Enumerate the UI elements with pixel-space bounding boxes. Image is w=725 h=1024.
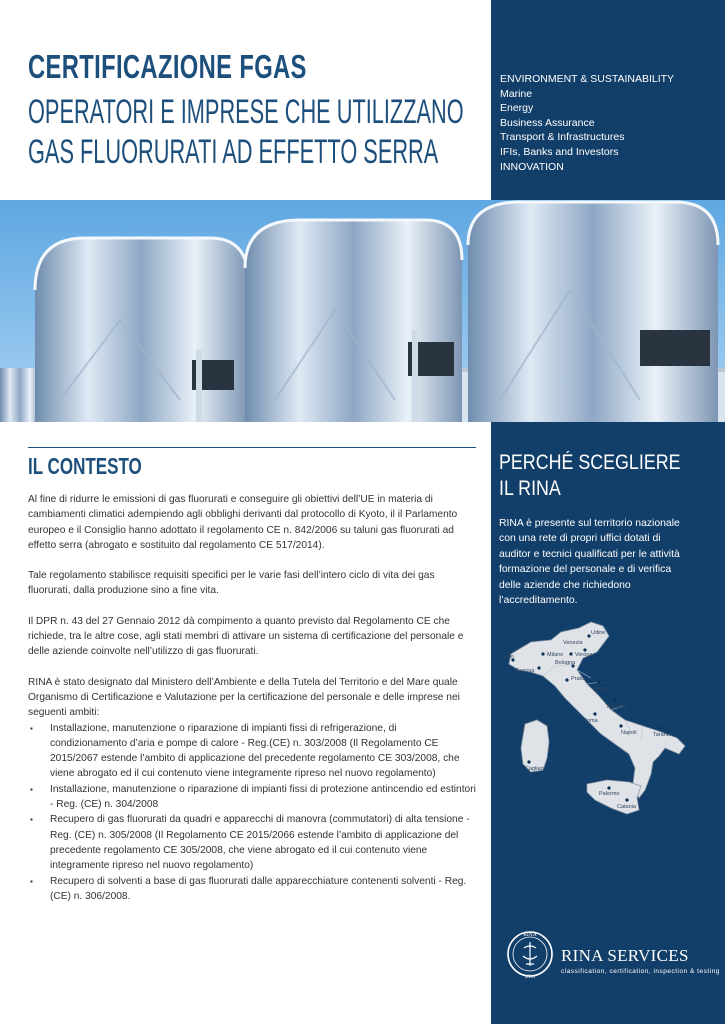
- contesto-paragraph-4: RINA è stato designato dal Ministero dell’Ambiente e della Tutela del Territorio e del Mare quale Organismo di Certificazione e Valutazione per la certificazione del personale e delle imprese nei seguenti ambiti:: [28, 676, 460, 719]
- sector-item-energy: Energy: [500, 102, 534, 115]
- sector-item-transport: Transport & Infrastructures: [500, 131, 625, 144]
- sardinia-shape: [521, 720, 549, 772]
- title-area: [0, 0, 491, 200]
- city-label-roma: Roma: [583, 718, 598, 724]
- logo-name: RINA SERVICES: [561, 946, 689, 965]
- rina-seal-icon: [505, 926, 555, 982]
- city-label-verona: Verona: [575, 652, 593, 658]
- scope-item-text: Recupero di gas fluorurati da quadri e apparecchi di manovra (commutatori) di alta tensione - Reg. (CE) n. 305/2008 (Il Regolamento CE 2015/2066 estende l’ambito di applicazione del precedente regolamento CE 305/2008, che viene abrogato ed il cui contenuto viene integramente ripreso nel nuovo regolamento): [50, 814, 470, 872]
- scope-item-text: Recupero di solventi a base di gas fluorurati dalle apparecchiature contenenti solventi - Reg. (CE) n. 306/2008.: [50, 875, 467, 902]
- seal-top-text: RINA: [523, 932, 537, 938]
- city-label-ancona: Ancona: [593, 686, 612, 692]
- contesto-paragraph-3: Il DPR n. 43 del 27 Gennaio 2012 dà compimento a quanto previsto dal Regolamento CE che richiede, tra le altre cose, agli stati membri di attivare un sistema di certificazione del personale e delle aziende coinvolte nell’utilizzo di gas fluorurati.: [28, 615, 464, 658]
- bullet-marker: ▪: [30, 723, 33, 733]
- city-label-bologna: Bologna: [555, 660, 576, 666]
- section-divider: [28, 447, 476, 448]
- sector-panel: [491, 0, 725, 200]
- contesto-paragraph-1: Al fine di ridurre le emissioni di gas fluorurati e conseguire gli obiettivi dell’UE in materia di cambiamenti climatici adempiendo agli obblighi derivanti dal protocollo di Kyoto, il il Parlamento europeo e il Consiglio hanno adottato il regolamento CE n. 842/2006 su taluni gas fluorurati ad effetto serra (abrogato e sostituito dal regolamento CE 517/2014).: [28, 494, 458, 551]
- logo-tagline: classification, certification, inspection & testing: [561, 968, 720, 975]
- section-title-contesto: IL CONTESTO: [28, 453, 142, 479]
- city-label-milano: Milano: [547, 652, 564, 658]
- contesto-paragraph-2: Tale regolamento stabilisce requisiti specifici per le varie fasi dell’intero ciclo di vita dei gas fluorurati, dalla produzione sino a fine vita.: [28, 570, 435, 597]
- hvac-ducts-illustration: [0, 200, 725, 422]
- sector-item-environment: ENVIRONMENT & SUSTAINABILITY: [500, 73, 675, 85]
- bullet-marker: ▪: [30, 876, 33, 886]
- scope-list-item: [28, 782, 476, 813]
- sidebar-why-rina: [491, 422, 725, 1024]
- page-subtitle-line-1: OPERATORI E IMPRESE CHE UTILIZZANO: [28, 93, 464, 131]
- city-label-genova: Genova: [515, 668, 535, 674]
- city-label-pescara: Pescara: [607, 704, 628, 710]
- city-label-venezia: Venezia: [563, 640, 583, 646]
- sector-item-marine: Marine: [500, 87, 533, 100]
- city-label-taranto: Taranto: [653, 732, 672, 738]
- city-label-napoli: Napoli: [621, 730, 637, 736]
- seal-year-text: 1861: [524, 974, 536, 980]
- sector-item-business-assurance: Business Assurance: [500, 116, 595, 129]
- city-label-palermo: Palermo: [599, 791, 620, 797]
- hero-image: [0, 200, 725, 422]
- sector-item-ifis: IFIs, Banks and Investors: [500, 145, 619, 158]
- contesto-body: [28, 492, 476, 904]
- city-label-prato: Prato: [571, 676, 585, 682]
- scope-list: [28, 721, 476, 905]
- bullet-marker: ▪: [30, 815, 33, 825]
- page-subtitle: [28, 92, 464, 172]
- rina-services-logo: [505, 922, 720, 982]
- bullet-marker: ▪: [30, 784, 33, 794]
- scope-list-item: [28, 874, 476, 905]
- city-label-torino: Torino: [499, 654, 514, 660]
- italy-map: [491, 614, 725, 844]
- city-label-cagliari: Cagliari: [525, 766, 544, 772]
- page-title: CERTIFICAZIONE FGAS: [28, 48, 307, 85]
- page-subtitle-line-2: GAS FLUORURATI AD EFFETTO SERRA: [28, 133, 439, 171]
- sidebar-title: PERCHÉ SCEGLIERE IL RINA: [499, 451, 681, 500]
- sector-item-innovation: INNOVATION: [500, 160, 564, 173]
- sector-list: [500, 72, 674, 174]
- scope-item-text: Installazione, manutenzione o riparazione di impianti fissi di protezione antincendio ed estintori - Reg. (CE) n. 304/2008: [50, 783, 476, 811]
- scope-list-item: [28, 721, 476, 782]
- city-label-udine: Udine: [591, 630, 606, 636]
- sidebar-text: RINA è presente sul territorio nazionale con una rete di propri uffici dotati di auditor e tecnici qualificati per le attività formazione del personale e di verifica delle aziende che richiedono l’accreditamento.: [499, 518, 680, 607]
- city-label-catania: Catania: [617, 804, 636, 810]
- scope-list-item: [28, 812, 476, 873]
- scope-item-text: Installazione, manutenzione o riparazione di impianti fissi di refrigerazione, di condizionamento d’aria e pompe di calore - Reg.(CE) n. 303/2008 (Il Regolamento CE 2015/2067 estende l’ambito di applicazione del precedente regolamento CE 303/2008, che viene abrogato ed il cui contenuto viene integramente ripreso nel nuovo regolamento): [50, 722, 460, 780]
